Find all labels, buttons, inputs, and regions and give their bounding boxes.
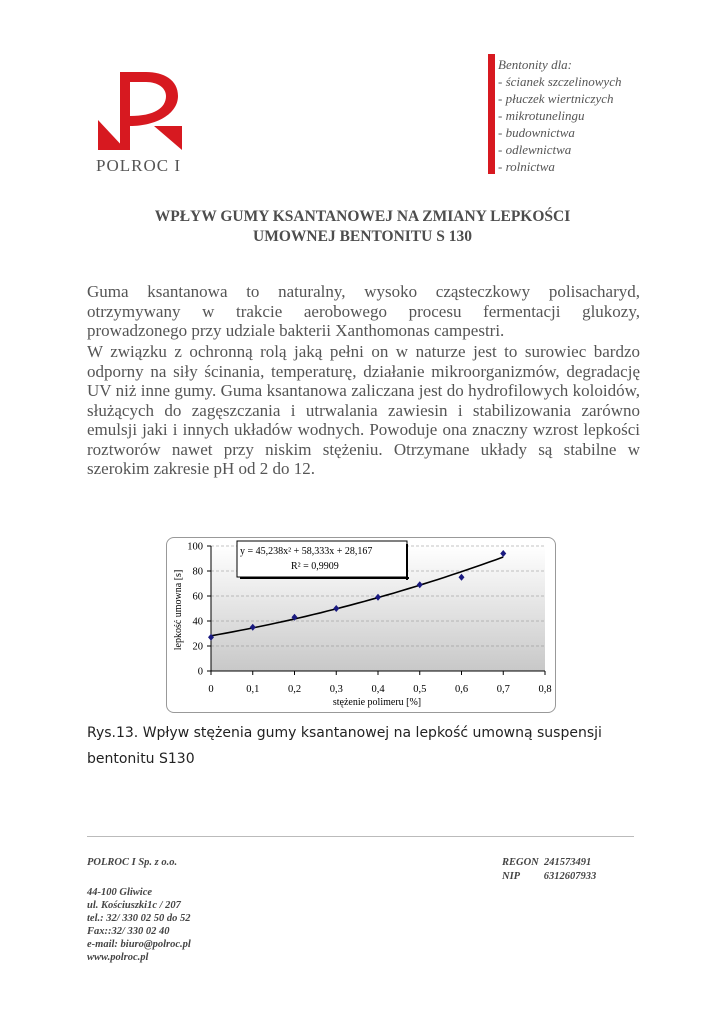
y-tick-label: 0 [197,666,203,678]
applications-heading: Bentonity dla: [498,57,573,72]
footer-divider [87,836,634,837]
regon-label: REGON [502,857,539,868]
x-tick-label: 0,7 [496,684,510,695]
nip-label: NIP [502,871,521,882]
phone: tel.: 32/ 330 02 50 do 52 [87,913,191,924]
fax: Fax::32/ 330 02 40 [87,926,170,937]
application-item: - mikrotunelingu [498,108,585,123]
y-tick-label: 60 [192,591,203,603]
nip-row [502,870,596,883]
company-name: POLROC I Sp. z o.o. [87,857,178,868]
caption-line: bentonitu S130 [87,751,195,767]
paragraph-intro: Guma ksantanowa to naturalny, wysoko cząsteczkowy polisacharyd, otrzymywany w trakcie aerobowego procesu fermentacji glukozy, prowadzonego przy udziale bakterii Xanthomonas campestri. [87,282,640,340]
y-axis-label: lepkość umowna [s] [173,569,184,651]
regon-row [502,856,591,869]
website-link[interactable]: www.polroc.pl [87,952,149,963]
r-squared: R² = 0,9909 [291,561,339,572]
application-item: - budownictwa [498,125,575,140]
application-item: - ścianek szczelinowych [498,74,622,89]
title-line: WPŁYW GUMY KSANTANOWEJ NA ZMIANY LEPKOŚCI [154,208,571,225]
x-tick-label: 0,1 [246,684,260,695]
application-item: - rolnictwa [498,159,555,174]
document-title [60,207,665,247]
address-city: 44-100 Gliwice [87,887,153,898]
viscosity-chart [167,538,555,712]
x-tick-label: 0 [208,684,214,695]
figure-caption [87,720,647,772]
x-tick-label: 0,6 [454,684,469,695]
y-tick-label: 80 [192,566,203,578]
y-tick-label: 40 [192,616,203,628]
caption-line: Rys.13. Wpływ stężenia gumy ksantanowej na lepkość umowną suspensji [87,725,602,741]
contact-block [87,886,191,964]
applications-list [498,56,621,175]
x-axis-label: stężenie polimeru [%] [332,697,422,708]
email-link[interactable]: e-mail: biuro@polroc.pl [87,939,191,950]
trend-equation: y = 45,238x² + 58,333x + 28,167 [240,546,373,557]
nip-value: 6312607933 [543,871,597,882]
application-item: - płuczek wiertniczych [498,91,614,106]
chart-frame [166,537,556,713]
x-tick-label: 0,5 [413,684,427,695]
sidebar-accent-bar [488,54,495,174]
paragraph-properties: W związku z ochronną rolą jaką pełni on w naturze jest to surowiec bardzo odporny na siły ścinania, temperaturę, działanie mikroorganizmów, degradację UV niż inne gumy. Guma ksantanowa zaliczana jest do hydrofilowych koloidów, służących do zagęszczania i utrwalania zawiesin i stabilizowania zarówno emulsji jaki i innych układów wodnych. Powoduje ona znaczny wzrost lepkości roztworów nawet przy niskim stężeniu. Otrzymane układy są stabilne w szerokim zakresie pH od 2 do 12. [87,342,640,478]
y-tick-label: 100 [187,541,203,553]
application-item: - odlewnictwa [498,142,572,157]
address-street: ul. Kościuszki1c / 207 [87,900,181,911]
x-tick-label: 0,2 [287,684,302,695]
x-tick-label: 0,4 [371,684,385,695]
logo-text: POLROC I [96,156,181,175]
regon-value: 241573491 [544,857,592,868]
y-tick-label: 20 [192,641,203,653]
x-tick-label: 0,3 [329,684,343,695]
title-line: UMOWNEJ BENTONITU S 130 [253,228,472,245]
x-tick-label: 0,8 [538,684,552,695]
